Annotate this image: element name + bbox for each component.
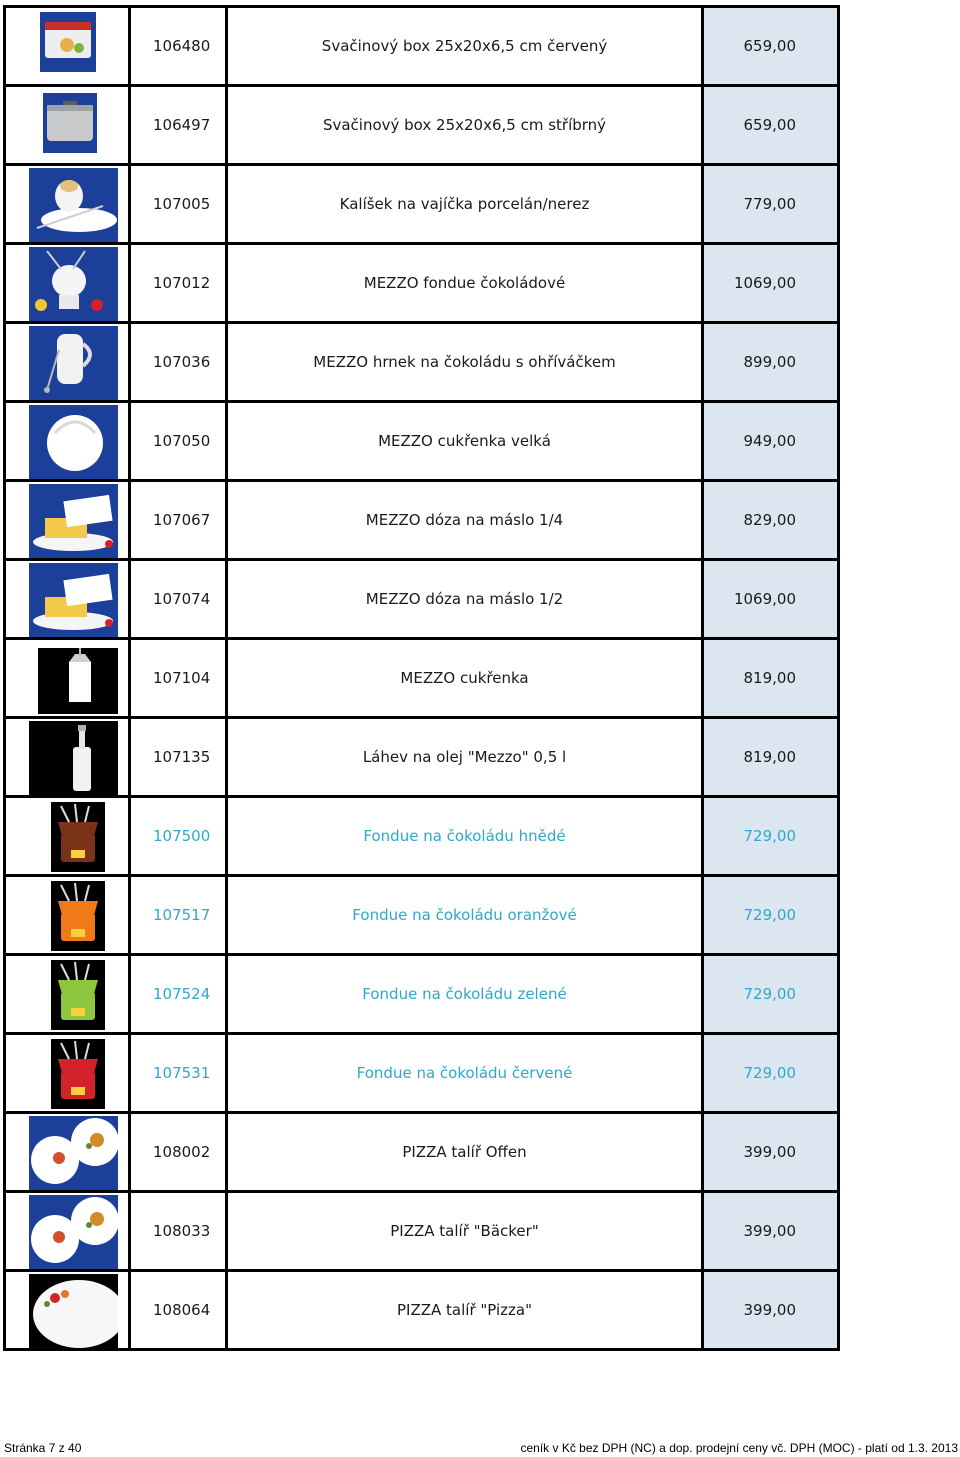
product-row bbox=[5, 7, 839, 86]
product-code: 107074 bbox=[130, 560, 227, 639]
page-number: Stránka 7 z 40 bbox=[4, 1441, 82, 1455]
product-row bbox=[5, 323, 839, 402]
product-price: 819,00 bbox=[703, 639, 839, 718]
product-price-table bbox=[3, 5, 840, 1351]
product-name: Svačinový box 25x20x6,5 cm stříbrný bbox=[227, 86, 703, 165]
product-code: 107524 bbox=[130, 955, 227, 1034]
sugar-bowl-icon bbox=[17, 403, 118, 479]
product-code: 107012 bbox=[130, 244, 227, 323]
pizza-plates-icon bbox=[17, 1193, 118, 1269]
product-photo bbox=[5, 323, 130, 402]
product-price: 399,00 bbox=[703, 1271, 839, 1350]
product-name: Svačinový box 25x20x6,5 cm červený bbox=[227, 7, 703, 86]
product-name: Fondue na čokoládu hnědé bbox=[227, 797, 703, 876]
product-code: 107500 bbox=[130, 797, 227, 876]
product-row bbox=[5, 481, 839, 560]
product-price: 729,00 bbox=[703, 797, 839, 876]
chocolate-mug-icon bbox=[17, 324, 118, 400]
product-row bbox=[5, 402, 839, 481]
sugar-dispenser-icon bbox=[17, 640, 118, 716]
product-price: 779,00 bbox=[703, 165, 839, 244]
fondue-set-icon bbox=[17, 245, 118, 321]
product-name: MEZZO fondue čokoládové bbox=[227, 244, 703, 323]
product-code: 107036 bbox=[130, 323, 227, 402]
product-photo bbox=[5, 876, 130, 955]
pizza-plate-icon bbox=[17, 1272, 118, 1348]
product-price: 1069,00 bbox=[703, 244, 839, 323]
product-row bbox=[5, 1113, 839, 1192]
product-row bbox=[5, 639, 839, 718]
product-photo bbox=[5, 402, 130, 481]
product-name: PIZZA talíř "Pizza" bbox=[227, 1271, 703, 1350]
product-price: 1069,00 bbox=[703, 560, 839, 639]
product-name: Láhev na olej "Mezzo" 0,5 l bbox=[227, 718, 703, 797]
price-note: ceník v Kč bez DPH (NC) a dop. prodejní ceny vč. DPH (MOC) - platí od 1.3. 2013 bbox=[520, 1441, 958, 1455]
product-price: 949,00 bbox=[703, 402, 839, 481]
oil-bottle-icon bbox=[17, 719, 118, 795]
fondue-pot-icon bbox=[17, 956, 118, 1032]
product-photo bbox=[5, 955, 130, 1034]
pizza-plates-icon bbox=[17, 1114, 118, 1190]
product-name: Fondue na čokoládu oranžové bbox=[227, 876, 703, 955]
lunchbox-silver-icon bbox=[17, 87, 118, 163]
product-photo bbox=[5, 639, 130, 718]
product-price: 399,00 bbox=[703, 1192, 839, 1271]
product-code: 107531 bbox=[130, 1034, 227, 1113]
product-code: 107135 bbox=[130, 718, 227, 797]
product-price: 899,00 bbox=[703, 323, 839, 402]
product-price: 729,00 bbox=[703, 955, 839, 1034]
product-row bbox=[5, 876, 839, 955]
lunchbox-red-icon bbox=[17, 8, 118, 84]
butter-dish-icon bbox=[17, 561, 118, 637]
product-price: 399,00 bbox=[703, 1113, 839, 1192]
product-row bbox=[5, 1034, 839, 1113]
product-photo bbox=[5, 165, 130, 244]
product-code: 107050 bbox=[130, 402, 227, 481]
product-price: 829,00 bbox=[703, 481, 839, 560]
product-price: 659,00 bbox=[703, 7, 839, 86]
product-code: 108064 bbox=[130, 1271, 227, 1350]
butter-dish-icon bbox=[17, 482, 118, 558]
product-photo bbox=[5, 86, 130, 165]
product-code: 107517 bbox=[130, 876, 227, 955]
product-photo bbox=[5, 481, 130, 560]
product-code: 107067 bbox=[130, 481, 227, 560]
product-rows bbox=[5, 7, 839, 1350]
product-row bbox=[5, 86, 839, 165]
fondue-pot-icon bbox=[17, 877, 118, 953]
product-name: MEZZO cukřenka velká bbox=[227, 402, 703, 481]
product-row bbox=[5, 1192, 839, 1271]
egg-cup-icon bbox=[17, 166, 118, 242]
product-photo bbox=[5, 244, 130, 323]
product-code: 107005 bbox=[130, 165, 227, 244]
product-row bbox=[5, 718, 839, 797]
product-code: 107104 bbox=[130, 639, 227, 718]
product-code: 106497 bbox=[130, 86, 227, 165]
product-name: PIZZA talíř Offen bbox=[227, 1113, 703, 1192]
product-photo bbox=[5, 1113, 130, 1192]
product-row bbox=[5, 560, 839, 639]
product-name: MEZZO dóza na máslo 1/2 bbox=[227, 560, 703, 639]
product-row bbox=[5, 955, 839, 1034]
product-name: MEZZO dóza na máslo 1/4 bbox=[227, 481, 703, 560]
product-name: Fondue na čokoládu červené bbox=[227, 1034, 703, 1113]
product-code: 106480 bbox=[130, 7, 227, 86]
product-photo bbox=[5, 560, 130, 639]
product-photo bbox=[5, 718, 130, 797]
product-photo bbox=[5, 1034, 130, 1113]
product-name: PIZZA talíř "Bäcker" bbox=[227, 1192, 703, 1271]
fondue-pot-icon bbox=[17, 1035, 118, 1111]
product-name: Fondue na čokoládu zelené bbox=[227, 955, 703, 1034]
product-price: 819,00 bbox=[703, 718, 839, 797]
product-name: MEZZO cukřenka bbox=[227, 639, 703, 718]
product-name: Kalíšek na vajíčka porcelán/nerez bbox=[227, 165, 703, 244]
product-price: 729,00 bbox=[703, 1034, 839, 1113]
product-photo bbox=[5, 7, 130, 86]
product-row bbox=[5, 1271, 839, 1350]
product-price: 729,00 bbox=[703, 876, 839, 955]
product-row bbox=[5, 797, 839, 876]
product-photo bbox=[5, 797, 130, 876]
product-photo bbox=[5, 1271, 130, 1350]
product-row bbox=[5, 244, 839, 323]
product-price: 659,00 bbox=[703, 86, 839, 165]
product-photo bbox=[5, 1192, 130, 1271]
product-name: MEZZO hrnek na čokoládu s ohříváčkem bbox=[227, 323, 703, 402]
product-code: 108002 bbox=[130, 1113, 227, 1192]
fondue-pot-icon bbox=[17, 798, 118, 874]
product-code: 108033 bbox=[130, 1192, 227, 1271]
product-row bbox=[5, 165, 839, 244]
